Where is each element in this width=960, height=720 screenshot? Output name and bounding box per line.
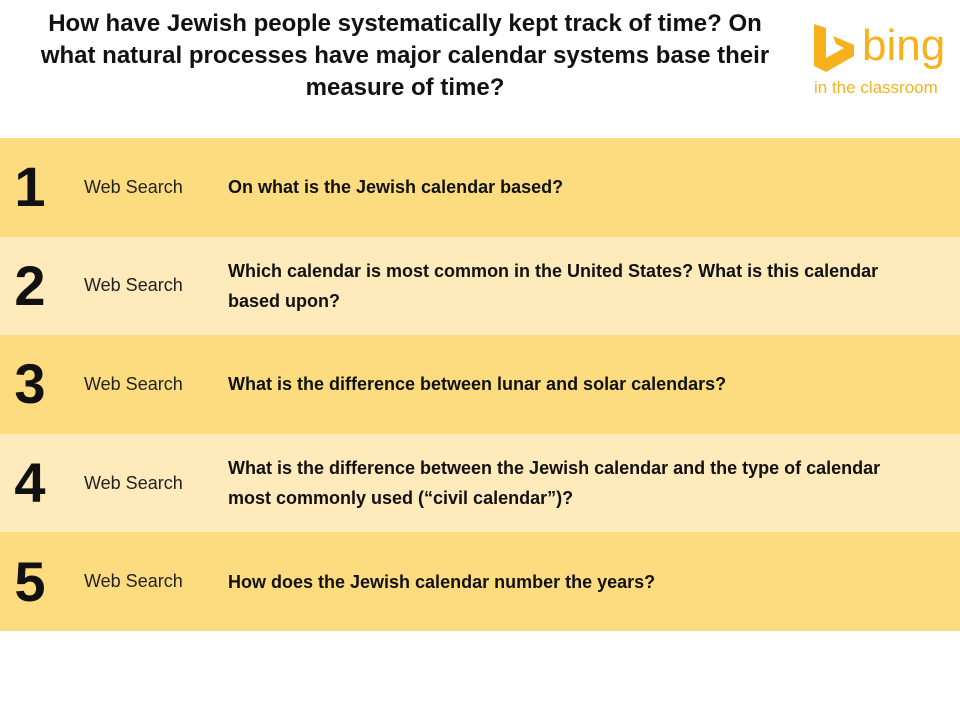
question-text: On what is the Jewish calendar based? bbox=[228, 177, 564, 198]
question-text: What is the difference between the Jewish calendar and the type of calendar most commonly used (“civil calendar”)? bbox=[228, 458, 881, 509]
web-search-link[interactable]: Web Search bbox=[84, 571, 183, 592]
question-row bbox=[0, 138, 960, 237]
web-search-link[interactable]: Web Search bbox=[84, 472, 183, 493]
bing-wordmark: bing bbox=[862, 21, 946, 70]
question-row bbox=[0, 532, 960, 631]
page-title: How have Jewish people systematically kept track of time? On what natural processes have major calendar systems base their measure of time? bbox=[40, 10, 770, 101]
web-search-link[interactable]: Web Search bbox=[84, 176, 183, 197]
row-number: 3 bbox=[14, 352, 46, 416]
question-row bbox=[0, 335, 960, 434]
web-search-link[interactable]: Web Search bbox=[84, 373, 183, 394]
question-text: How does the Jewish calendar number the years? bbox=[228, 571, 656, 592]
row-number: 2 bbox=[14, 253, 46, 317]
bing-logo bbox=[812, 22, 952, 102]
question-text: What is the difference between lunar and solar calendars? bbox=[228, 374, 727, 395]
row-number: 5 bbox=[14, 549, 46, 613]
question-list bbox=[0, 138, 960, 631]
bing-subtitle: in the classroom bbox=[814, 78, 938, 97]
question-text: Which calendar is most common in the United States? What is this calendar based upon? bbox=[228, 260, 879, 311]
row-number: 4 bbox=[14, 451, 46, 515]
row-number: 1 bbox=[14, 155, 46, 219]
web-search-link[interactable]: Web Search bbox=[84, 275, 183, 296]
bing-b-icon bbox=[812, 22, 856, 74]
question-row bbox=[0, 434, 960, 533]
question-row bbox=[0, 237, 960, 336]
